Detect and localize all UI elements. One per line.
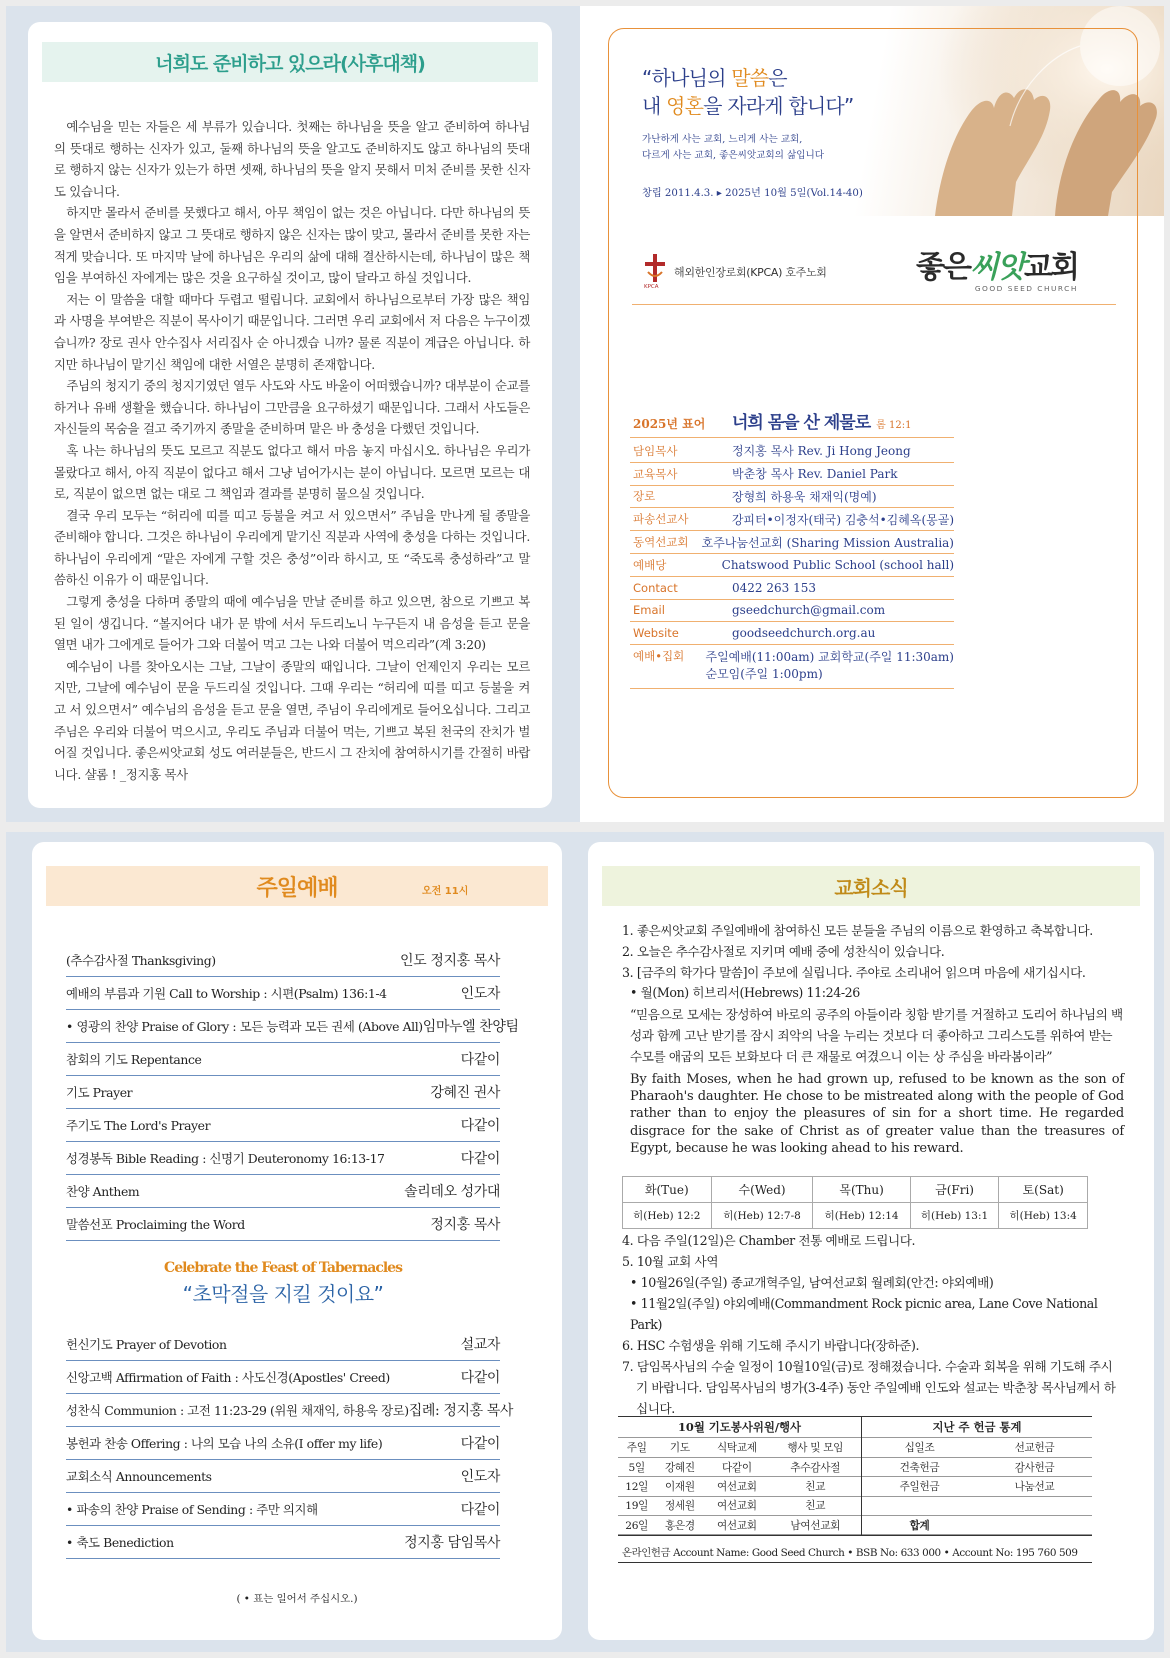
info-row bbox=[630, 508, 954, 531]
news-list-bottom bbox=[622, 1230, 1124, 1419]
denomination bbox=[642, 254, 827, 290]
service-item bbox=[66, 1208, 500, 1241]
offering-cell: 합계 bbox=[862, 1516, 977, 1535]
quote-text: “하나님의 bbox=[642, 66, 732, 90]
duty-cell: 여선교회 bbox=[704, 1477, 769, 1496]
service-item-label: 신앙고백 Affirmation of Faith : 사도신경(Apostles' Creed) bbox=[66, 1370, 390, 1385]
plan-ref: 히(Heb) 12:14 bbox=[813, 1203, 910, 1229]
essay-paragraph: 저는 이 말씀을 대할 때마다 두렵고 떨립니다. 교회에서 하나님으로부터 가장 많은 책임과 사명을 부여받은 직분이 목사이기 때문입니다. 그러면 우리 교회에서 저 다음은 누구이겠습니까? 장로 권사 안수집사 서리집사 순 아니겠습 니까? 물론 직분이 계급은 아닙니다. 하지만 하나님이 맡기신 책임에 대한 서열은 분명히 존재합니다. bbox=[54, 291, 530, 372]
info-label: Contact bbox=[633, 580, 678, 595]
info-label: Website bbox=[633, 626, 679, 641]
duty-header: 주일 bbox=[618, 1438, 655, 1457]
service-item bbox=[66, 1043, 500, 1076]
info-value: 주일예배(11:00am) 교회학교(주일 11:30am) bbox=[705, 650, 954, 665]
quote-highlight: 말씀 bbox=[731, 66, 769, 90]
service-item bbox=[66, 1076, 500, 1109]
service-item-label: • 파송의 찬양 Praise of Sending : 주만 의지해 bbox=[66, 1502, 318, 1517]
church-name-english: GOOD SEED CHURCH bbox=[974, 284, 1078, 293]
info-row bbox=[630, 577, 954, 600]
service-item bbox=[66, 1493, 500, 1526]
service-item-leader: 다같이 bbox=[460, 1151, 500, 1167]
plan-ref: 히(Heb) 12:2 bbox=[623, 1203, 712, 1229]
info-value: 0422 263 153 bbox=[732, 580, 816, 595]
info-row bbox=[630, 622, 954, 645]
duty-roster-title: 10월 기도봉사위원/행사 bbox=[618, 1417, 861, 1438]
essay-title: 너희도 준비하고 있으라(사후대책) bbox=[42, 42, 538, 82]
duty-cell: 추수감사절 bbox=[769, 1457, 861, 1476]
duty-cell: 26일 bbox=[618, 1516, 655, 1535]
service-item-leader: 다같이 bbox=[460, 1370, 500, 1386]
verse-english: By faith Moses, when he had grown up, refused to be known as the son of Pharaoh's daughter. He chose to be mistreated along with the people of God rather than to enjoy the pleasures of sin for a short time. He regarded disgrace for the sake of Christ as of greater value than the treasures of Egypt, because he was looking ahead to his reward. bbox=[630, 1072, 1124, 1156]
news-item: 5. 10월 교회 사역 bbox=[622, 1254, 719, 1269]
duty-cell: 여선교회 bbox=[704, 1516, 769, 1535]
service-item bbox=[66, 1394, 513, 1427]
duty-roster bbox=[618, 1417, 862, 1535]
service-item-leader: 강혜진 권사 bbox=[430, 1085, 500, 1101]
denomination-name: 해외한인장로회(KPCA) 호주노회 bbox=[674, 266, 827, 279]
sermon-title-english: Celebrate the Feast of Tabernacles bbox=[164, 1260, 402, 1276]
service-item-leader: 다같이 bbox=[460, 1436, 500, 1452]
duty-cell: 여선교회 bbox=[704, 1496, 769, 1515]
offering-cell bbox=[862, 1496, 977, 1515]
service-item-leader: 다같이 bbox=[460, 1052, 500, 1068]
info-value-group bbox=[732, 581, 954, 595]
service-item bbox=[66, 1526, 500, 1559]
service-item bbox=[66, 1010, 519, 1043]
news-item: • 11월2일(주일) 야외예배(Commandment Rock picnic area, Lane Cove National Park) bbox=[630, 1296, 1098, 1332]
info-value: 정지홍 목사 Rev. Ji Hong Jeong bbox=[732, 444, 911, 459]
service-item bbox=[66, 1142, 500, 1175]
essay-paragraph: 그렇게 충성을 다하며 종말의 때에 예수님을 만날 준비를 하고 있으면, 참으로 기쁘고 복된 일이 생깁니다. “볼지어다 내가 문 밖에 서서 두드리노니 누구든지 내 음성을 듣고 문을 열면 내가 그에게로 들어가 그와 더불어 먹고 그는 나와 더불어 먹으리라”(계 3:20) bbox=[54, 594, 530, 653]
service-item-leader: 집례: 정지홍 목사 bbox=[408, 1403, 513, 1419]
info-value-group bbox=[732, 442, 954, 459]
worship-panel bbox=[32, 842, 562, 1640]
service-item-label: 교회소식 Announcements bbox=[66, 1469, 212, 1484]
year-motto-ref: 롬 12:1 bbox=[876, 420, 912, 431]
offering-cell: 십일조 bbox=[862, 1438, 977, 1457]
denom-logo-text: KPCA bbox=[644, 284, 659, 290]
standing-note: ( • 표는 일어서 주십시오.) bbox=[236, 1593, 358, 1605]
info-row bbox=[630, 600, 954, 623]
plan-ref: 히(Heb) 13:1 bbox=[910, 1203, 999, 1229]
offering-cell: 건축헌금 bbox=[862, 1457, 977, 1476]
reading-plan bbox=[622, 1176, 1088, 1229]
reading-plan-table bbox=[622, 1176, 1088, 1229]
essay-paragraph: 혹 나는 하나님의 뜻도 모르고 직분도 없다고 해서 마음 놓지 마십시오. 하나님은 우리가 몰랐다고 해서, 아직 직분이 없다고 해서 그냥 넘어가시는 분이 아닙니다. 모르면 모르는 대로, 직분이 없으면 없는 대로 그 책임과 결과를 분명히 물으실 것입니다. bbox=[54, 442, 530, 502]
duty-and-finance bbox=[618, 1416, 1092, 1536]
service-item-leader: 인도자 bbox=[460, 986, 500, 1002]
motto-line: 다르게 사는 교회, 좋은씨앗교회의 삶입니다 bbox=[642, 150, 825, 161]
info-value-group bbox=[732, 603, 954, 617]
service-item bbox=[66, 1328, 500, 1361]
duty-cell: 이재원 bbox=[655, 1477, 704, 1496]
plan-ref: 히(Heb) 12:7-8 bbox=[711, 1203, 813, 1229]
duty-cell: 홍은경 bbox=[655, 1516, 704, 1535]
sermon-title-korean: “초막절을 지킬 것이요” bbox=[182, 1282, 384, 1306]
duty-cell: 친교 bbox=[769, 1477, 861, 1496]
service-item bbox=[66, 977, 500, 1010]
info-label: 장로 bbox=[633, 489, 656, 504]
info-row bbox=[630, 440, 954, 463]
quote-text: 내 bbox=[642, 94, 667, 118]
sermon-title bbox=[66, 1260, 500, 1307]
order-of-service-part2 bbox=[66, 1328, 513, 1559]
daily-verse bbox=[622, 982, 1124, 1157]
info-value: 박춘창 목사 Rev. Daniel Park bbox=[732, 467, 898, 482]
duty-header: 행사 및 모임 bbox=[769, 1438, 861, 1457]
essay-paragraph: 주님의 청지기 중의 청지기였던 열두 사도와 사도 바울이 어떠했습니까? 대부분이 순교를 하거나 유배 생활을 했습니다. 하나님이 그만큼을 요구하셨기 때문입니다. 그래서 사도들은 자신들의 목숨을 걸고 죽기까지 종말을 준비하며 맡은 바 충성을 다했던 것입니다. bbox=[54, 378, 530, 437]
info-label: Email bbox=[633, 603, 665, 618]
church-name-part: 좋은 bbox=[916, 250, 970, 285]
plan-ref: 히(Heb) 13:4 bbox=[999, 1203, 1088, 1229]
essay-paragraph: 예수님이 나를 찾아오시는 그날, 그날이 종말의 때입니다. 그날이 언제인지 우리는 모르지만, 그날에 예수님이 문을 두드리실 것입니다. 그때 우리는 “허리에 띠를 띠고 등불을 켜고 서 있으면서” 예수님의 음성을 듣고 문을 열면, 주님이 우리에게로 들어오십니다. 그리고 주님은 우리와 더불어 먹으시고, 우리도 주님과 더불어 먹는, 기쁘고 복된 천국의 잔치가 벌어질 것입니다. 좋은씨앗교회 성도 여러분들은, 반드시 그 잔치에 참여하시기를 간절히 바랍니다. 샬롬 ! _정지홍 목사 bbox=[54, 658, 530, 782]
info-value: gseedchurch@gmail.com bbox=[732, 603, 886, 618]
offering-cell bbox=[977, 1516, 1092, 1535]
service-item-label: 봉헌과 찬송 Offering : 나의 모습 나의 소유(I offer my life) bbox=[66, 1436, 383, 1451]
info-label: 파송선교사 bbox=[633, 512, 689, 527]
service-item-leader: 임마누엘 찬양팀 bbox=[422, 1019, 519, 1035]
plan-day: 토(Sat) bbox=[999, 1177, 1088, 1203]
service-item-leader: 정지홍 담임목사 bbox=[404, 1535, 500, 1551]
essay-paragraph: 예수님을 믿는 자들은 세 부류가 있습니다. 첫째는 하나님을 뜻을 알고 준비하여 하나님의 뜻대로 행하는 신자가 있고, 둘째 하나님의 뜻을 알고도 준비하지도 않고 하나님의 뜻대로 행하지 않는 신자가 있는가 하면 셋째, 하나님의 뜻을 알지 못해서 미처 준비를 못한 신자도 있습니다. bbox=[54, 119, 530, 199]
info-row bbox=[630, 554, 954, 577]
info-value-group bbox=[732, 488, 954, 505]
service-item-label: 성경봉독 Bible Reading : 신명기 Deuteronomy 16:13-17 bbox=[66, 1151, 385, 1166]
info-label: 담임목사 bbox=[633, 443, 678, 458]
info-value: 호주나눔선교회 (Sharing Mission Australia) bbox=[701, 535, 954, 550]
news-item: 7. 담임목사님의 수술 일정이 10월10일(금)로 정해졌습니다. 수술과 회복을 위해 기도해 주시기 바랍니다. 담임목사님의 병가(3-4주) 동안 주일예배 인도와 설교는 박춘창 목사님께서 하십니다. bbox=[622, 1359, 1116, 1416]
service-item-label: 예배의 부름과 기원 Call to Worship : 시편(Psalm) 136:1-4 bbox=[66, 986, 387, 1001]
info-label: 교육목사 bbox=[633, 466, 678, 481]
bulletin-outer-sheet bbox=[6, 6, 1164, 822]
service-item-label: (추수감사절 Thanksgiving) bbox=[66, 953, 216, 968]
service-item-leader: 다같이 bbox=[460, 1502, 500, 1518]
info-value: 순모임(주일 1:00pm) bbox=[705, 667, 823, 682]
duty-cell: 5일 bbox=[618, 1457, 655, 1476]
info-row bbox=[630, 486, 954, 509]
order-of-service-part1 bbox=[66, 944, 519, 1241]
service-item bbox=[66, 1361, 500, 1394]
info-label: 동역선교회 bbox=[633, 535, 689, 550]
worship-time: 오전 11시 bbox=[422, 886, 469, 897]
info-value-group bbox=[732, 511, 954, 528]
church-name-part: 교회 bbox=[1023, 250, 1078, 285]
service-item bbox=[66, 944, 500, 977]
news-item: 4. 다음 주일(12일)은 Chamber 전통 예배로 드립니다. bbox=[622, 1233, 916, 1248]
service-item-label: 기도 Prayer bbox=[66, 1085, 133, 1100]
plan-day: 수(Wed) bbox=[711, 1177, 813, 1203]
service-item-label: 찬양 Anthem bbox=[66, 1184, 140, 1199]
bulletin-inner-sheet bbox=[6, 832, 1164, 1652]
worship-header bbox=[46, 866, 548, 906]
founded-date: 창립 2011.4.3. ▸ 2025년 10월 5일(Vol.14-40) bbox=[642, 188, 863, 199]
service-item-label: 주기도 The Lord's Prayer bbox=[66, 1118, 211, 1133]
online-offering-info: 온라인헌금 Account Name: Good Seed Church • BSB No: 633 000 • Account No: 195 760 509 bbox=[618, 1542, 1092, 1563]
news-title: 교회소식 bbox=[602, 866, 1140, 906]
info-value: 장형희 하용욱 채재익(명예) bbox=[732, 489, 877, 504]
service-item-label: 참회의 기도 Repentance bbox=[66, 1052, 202, 1067]
service-item bbox=[66, 1427, 500, 1460]
duty-cell: 12일 bbox=[618, 1477, 655, 1496]
quote-highlight: 영혼 bbox=[666, 94, 704, 118]
info-value-group bbox=[702, 534, 954, 551]
cover-quote bbox=[642, 64, 853, 120]
service-item-leader: 설교자 bbox=[460, 1337, 500, 1353]
service-item-label: 헌신기도 Prayer of Devotion bbox=[66, 1337, 227, 1352]
service-item bbox=[66, 1109, 500, 1142]
news-item: 3. [금주의 학가다 말씀]이 주보에 실립니다. 주야로 소리내어 읽으며 마음에 새기십시다. bbox=[622, 965, 1086, 980]
info-label: 예배당 bbox=[633, 557, 667, 572]
offering-cell: 감사헌금 bbox=[977, 1457, 1092, 1476]
duty-cell: 19일 bbox=[618, 1496, 655, 1515]
service-item-label: 말씀선포 Proclaiming the Word bbox=[66, 1217, 245, 1232]
news-item: • 10월26일(주일) 종교개혁주일, 남여선교회 월례회(안건: 야외예배) bbox=[630, 1275, 994, 1290]
verse-heading: • 월(Mon) 히브리서(Hebrews) 11:24-26 bbox=[630, 985, 860, 1000]
offering-stats-table bbox=[862, 1438, 1092, 1535]
plan-day: 금(Fri) bbox=[910, 1177, 999, 1203]
info-value-group bbox=[732, 465, 954, 482]
essay-paragraph: 하지만 몰라서 준비를 못했다고 해서, 아무 책임이 없는 것은 아닙니다. 다만 하나님의 뜻을 알면서 준비하지 않고 그 뜻대로 행하지 않은 신자는 많이 맞고, 몰라서 준비를 못한 자는 적게 맞습니다. 또 마지막 날에 하나님은 우리의 삶에 대해 결산하시는데, 하나님이 많은 책임을 부여하신 자에게는 많은 것을 요구하실 것이고, 많이 달라고 하실 것입니다. bbox=[54, 205, 530, 286]
news-item: 2. 오늘은 추수감사절로 지키며 예배 중에 성찬식이 있습니다. bbox=[622, 944, 945, 959]
news-item: 6. HSC 수험생을 위해 기도해 주시기 바랍니다(장하준). bbox=[622, 1338, 920, 1353]
service-item-leader: 정지홍 목사 bbox=[430, 1217, 500, 1233]
news-panel bbox=[588, 842, 1154, 1640]
plan-day: 목(Thu) bbox=[813, 1177, 910, 1203]
offering-stats bbox=[862, 1417, 1092, 1535]
year-motto bbox=[630, 408, 954, 438]
duty-roster-table bbox=[618, 1438, 861, 1535]
duty-cell: 강혜진 bbox=[655, 1457, 704, 1476]
service-item-leader: 다같이 bbox=[460, 1118, 500, 1134]
church-logo bbox=[916, 242, 1078, 293]
info-label: 예배•집회 bbox=[633, 649, 685, 664]
news-list-top bbox=[622, 920, 1124, 983]
offering-stats-title: 지난 주 헌금 통계 bbox=[862, 1417, 1092, 1438]
duty-cell: 정세원 bbox=[655, 1496, 704, 1515]
quote-text: 을 자라게 합니다” bbox=[703, 94, 854, 118]
service-item-label: 성찬식 Communion : 고전 11:23-29 (위원 채재익, 하용욱 장로) bbox=[66, 1403, 409, 1418]
essay-body bbox=[54, 116, 530, 785]
offering-cell bbox=[977, 1496, 1092, 1515]
motto-line: 가난하게 사는 교회, 느리게 사는 교회, bbox=[642, 134, 803, 145]
duty-header: 기도 bbox=[655, 1438, 704, 1457]
duty-header: 식탁교제 bbox=[704, 1438, 769, 1457]
duty-cell: 남여선교회 bbox=[769, 1516, 861, 1535]
info-value-group bbox=[732, 626, 954, 640]
plan-day: 화(Tue) bbox=[623, 1177, 712, 1203]
cover-motto bbox=[642, 132, 824, 164]
essay-panel bbox=[28, 22, 552, 808]
duty-cell: 친교 bbox=[769, 1496, 861, 1515]
duty-cell: 다같이 bbox=[704, 1457, 769, 1476]
info-row bbox=[630, 531, 954, 554]
info-row bbox=[630, 463, 954, 486]
offering-cell: 선교헌금 bbox=[977, 1438, 1092, 1457]
verse-korean: “믿음으로 모세는 장성하여 바로의 공주의 아들이라 칭함 받기를 거절하고 도리어 하나님의 백성과 함께 고난 받기를 잠시 죄악의 낙을 누리는 것보다 더 좋아하고 그리스도를 위하여 받는 수모를 애굽의 모든 보화보다 더 큰 재물로 여겼으니 이는 상 주심을 바라봄이라” bbox=[630, 1007, 1123, 1064]
service-item-leader: 인도 정지홍 목사 bbox=[400, 953, 500, 969]
church-name-part: 씨앗 bbox=[969, 250, 1024, 285]
year-motto-title: 너희 몸을 산 제물로 bbox=[732, 413, 871, 433]
divider bbox=[632, 304, 1116, 305]
cover-panel bbox=[580, 6, 1164, 822]
essay-paragraph: 결국 우리 모두는 “허리에 띠를 띠고 등불을 켜고 서 있으면서” 주님을 만나게 될 종말을 준비해야 합니다. 그것은 하나님이 우리에게 맡기신 직분과 사역에 충성을 다하는 것입니다. 하나님이 우리에게 “맡은 자에게 구할 것은 충성”이라 하시고, 또 “죽도록 충성하라”고 말씀하신 이유가 이 때문입니다. bbox=[54, 507, 530, 588]
info-value: goodseedchurch.org.au bbox=[732, 626, 876, 641]
service-item-leader: 솔리데오 성가대 bbox=[404, 1184, 500, 1200]
info-value: Chatswood Public School (school hall) bbox=[721, 557, 954, 572]
info-row bbox=[630, 645, 954, 689]
service-item bbox=[66, 1175, 500, 1208]
service-item-leader: 인도자 bbox=[460, 1469, 500, 1485]
worship-title: 주일예배 bbox=[256, 875, 338, 901]
offering-cell: 나눔선교 bbox=[977, 1477, 1092, 1496]
info-value: 강피터•이정자(태국) 김충석•김혜옥(몽골) bbox=[731, 512, 954, 527]
service-item-label: • 영광의 찬양 Praise of Glory : 모든 능력과 모든 권세 (Above All) bbox=[66, 1019, 423, 1034]
offering-cell: 주일헌금 bbox=[862, 1477, 977, 1496]
service-item-label: • 축도 Benediction bbox=[66, 1535, 174, 1550]
news-item: 1. 좋은씨앗교회 주일예배에 참여하신 모든 분들을 주님의 이름으로 환영하고 축복합니다. bbox=[622, 923, 1093, 938]
church-info-table bbox=[630, 440, 954, 689]
year-motto-label: 2025년 표어 bbox=[633, 417, 706, 431]
info-value-group bbox=[705, 648, 954, 682]
service-item bbox=[66, 1460, 500, 1493]
quote-text: 은 bbox=[768, 66, 787, 90]
info-value-group bbox=[722, 558, 954, 572]
